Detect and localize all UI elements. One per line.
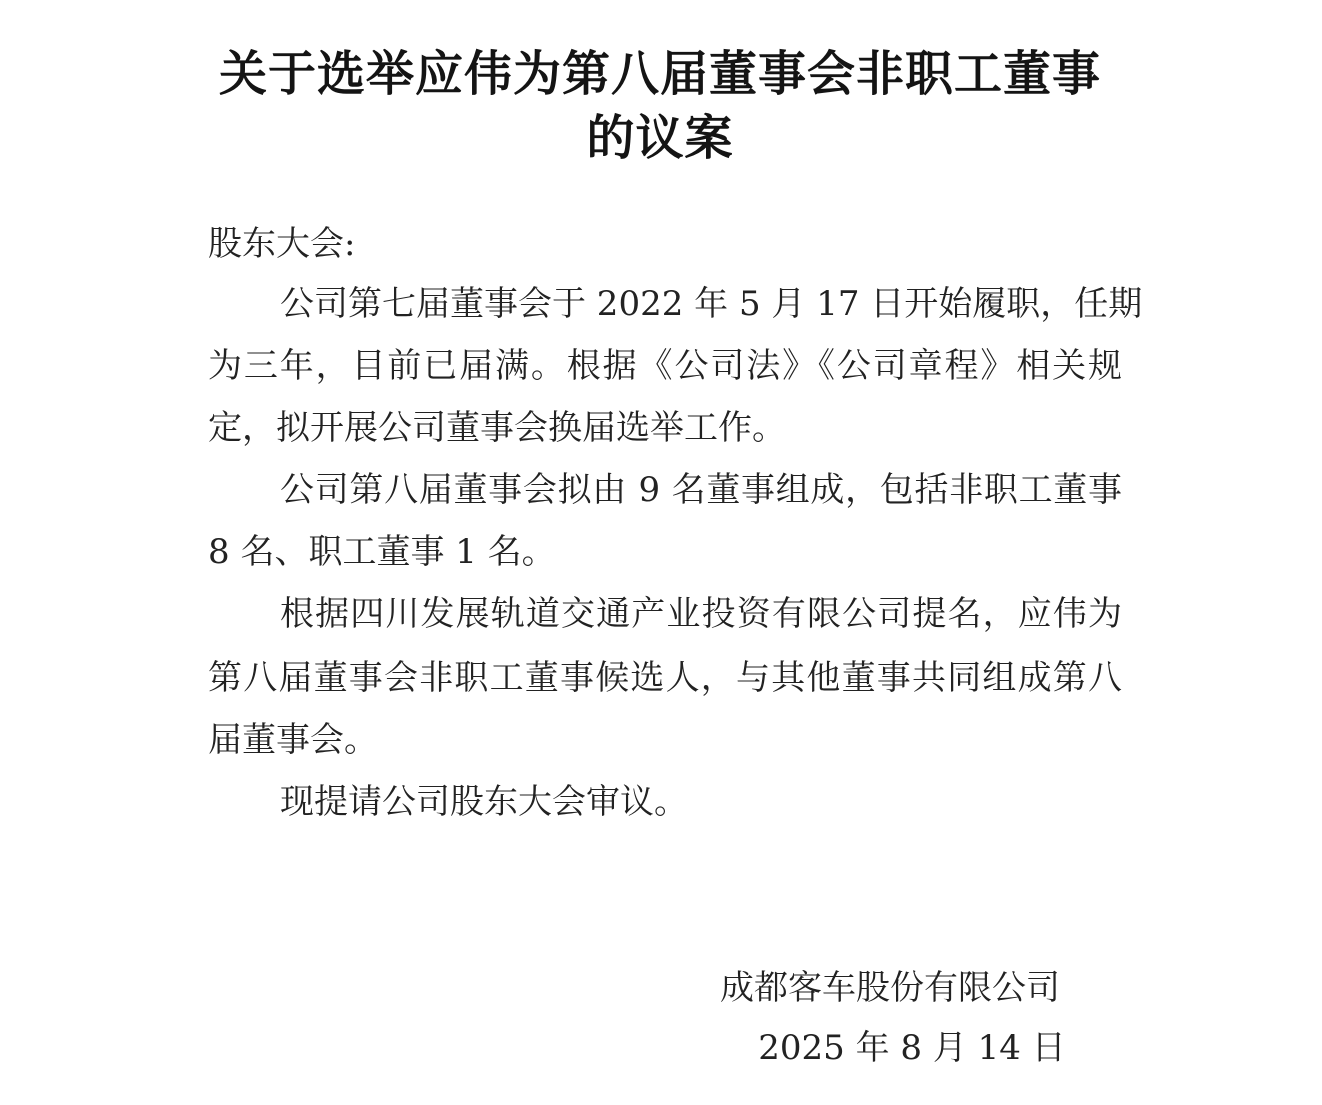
salutation: 股东大会: <box>208 224 356 264</box>
paragraph-2-line-2: 8 名、职工董事 1 名。 <box>208 532 556 572</box>
signature-company: 成都客车股份有限公司 <box>720 968 1060 1008</box>
paragraph-1-line-1: 公司第七届董事会于 2022 年 5 月 17 日开始履职，任期 <box>280 284 1143 324</box>
paragraph-1-line-3: 定，拟开展公司董事会换届选举工作。 <box>208 408 786 448</box>
paragraph-4-line-1: 现提请公司股东大会审议。 <box>280 782 688 822</box>
document-title-line-2: 的议案 <box>586 110 734 166</box>
paragraph-2-line-1: 公司第八届董事会拟由 9 名董事组成，包括非职工董事 <box>280 470 1122 510</box>
signature-date: 2025 年 8 月 14 日 <box>758 1028 1066 1068</box>
paragraph-1-line-2: 为三年，目前已届满。根据《公司法》《公司章程》相关规 <box>208 346 1122 386</box>
paragraph-3-line-2: 第八届董事会非职工董事候选人，与其他董事共同组成第八 <box>208 658 1122 698</box>
paragraph-3-line-3: 届董事会。 <box>208 720 378 760</box>
paragraph-3-line-1: 根据四川发展轨道交通产业投资有限公司提名，应伟为 <box>280 594 1122 634</box>
document-title-line-1: 关于选举应伟为第八届董事会非职工董事 <box>218 46 1101 102</box>
